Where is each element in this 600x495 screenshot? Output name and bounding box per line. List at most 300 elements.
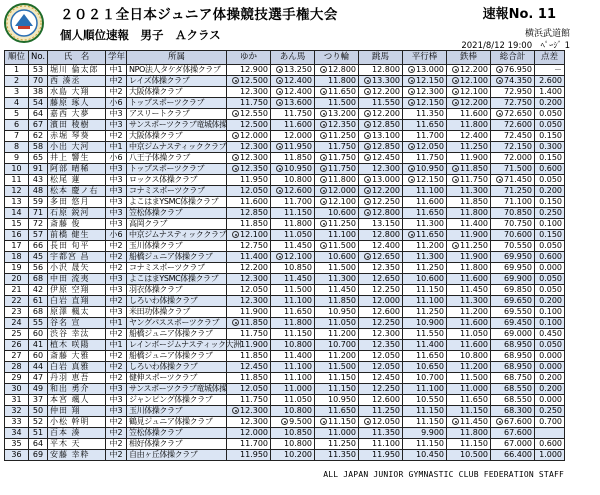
- name-cell: [48, 373, 106, 384]
- score-cell: [271, 285, 315, 296]
- name-cell: [48, 285, 106, 296]
- score-cell: [359, 340, 403, 351]
- score-cell: [447, 406, 491, 417]
- report-datetime: 2021/8/12 19:00 ﾍﾟｰｼﾞ 1: [461, 41, 570, 51]
- club-cell-text: 玉川体操クラブ: [129, 406, 183, 415]
- score-cell-text: 11.100: [284, 373, 312, 382]
- score-cell-text: 11.750: [416, 153, 444, 162]
- diff-cell: [535, 76, 565, 87]
- rank-cell: [5, 65, 29, 76]
- rank-cell: [5, 208, 29, 219]
- score-cell: [271, 98, 315, 109]
- number-cell: [29, 406, 48, 417]
- grade-cell-text: 中3: [109, 307, 123, 316]
- name-cell: [48, 98, 106, 109]
- rank-cell: [5, 439, 29, 450]
- club-cell: [127, 219, 227, 230]
- double-circle-mark-icon: [408, 77, 415, 84]
- score-cell-text: 11.700: [416, 131, 444, 140]
- score-cell: [403, 153, 447, 164]
- grade-cell: [106, 373, 127, 384]
- club-cell: [127, 208, 227, 219]
- number-cell: [29, 87, 48, 98]
- diff-cell: [535, 384, 565, 395]
- score-cell-text: 12.900: [240, 65, 268, 74]
- score-cell-text: 11.250: [416, 307, 444, 316]
- score-cell-text: 13.600: [284, 98, 312, 107]
- name-cell-text: 平木 天: [50, 439, 81, 448]
- score-cell: [271, 351, 315, 362]
- table-row: [5, 395, 565, 406]
- table-row: [5, 208, 565, 219]
- total-cell-text: 74.350: [504, 76, 532, 85]
- table-row: [5, 109, 565, 120]
- score-cell: [447, 285, 491, 296]
- grade-cell: [106, 340, 127, 351]
- rank-cell-text: 25: [11, 329, 22, 338]
- name-cell-text: 安藤 幸粋: [50, 450, 90, 459]
- grade-cell-text: 中1: [109, 318, 123, 327]
- double-circle-mark-icon: [364, 110, 371, 117]
- score-cell-text: 11.350: [416, 109, 444, 118]
- grade-cell-text: 中3: [109, 384, 123, 393]
- score-cell-text: 11.750: [328, 142, 356, 151]
- score-cell-text: 11.350: [372, 428, 400, 437]
- double-circle-mark-icon: [320, 198, 327, 205]
- score-cell: [227, 439, 271, 450]
- score-cell-text: 12.100: [328, 197, 356, 206]
- table-row: [5, 230, 565, 241]
- score-cell-text: 11.950: [284, 142, 312, 151]
- total-cell: [491, 351, 535, 362]
- double-circle-mark-icon: [320, 220, 327, 227]
- score-cell-text: 12.300: [240, 87, 268, 96]
- score-cell-text: 11.250: [416, 263, 444, 272]
- club-cell: [127, 395, 227, 406]
- diff-cell-text: 0.000: [539, 395, 562, 404]
- score-cell-text: 11.150: [460, 439, 488, 448]
- diff-cell: [535, 340, 565, 351]
- club-cell-text: ロックス体操クラブ: [129, 175, 198, 184]
- score-cell-text: 12.100: [284, 252, 312, 261]
- score-cell-text: 11.200: [328, 329, 356, 338]
- grade-cell-text: 小6: [109, 98, 123, 107]
- score-cell-text: 11.950: [372, 450, 400, 459]
- number-cell: [29, 285, 48, 296]
- number-cell: [29, 296, 48, 307]
- score-cell-text: 12.850: [240, 208, 268, 217]
- rank-cell: [5, 197, 29, 208]
- total-cell: [491, 153, 535, 164]
- score-cell: [271, 76, 315, 87]
- score-cell-text: 12.150: [416, 98, 444, 107]
- club-cell-text: ジャンピング体操クラブ: [129, 395, 213, 404]
- score-cell: [447, 219, 491, 230]
- diff-cell-text: 1.000: [539, 450, 562, 459]
- score-cell: [359, 131, 403, 142]
- diff-cell: [535, 406, 565, 417]
- score-cell: [403, 417, 447, 428]
- score-cell-text: 11.150: [416, 406, 444, 415]
- club-cell: [127, 263, 227, 274]
- table-row: [5, 362, 565, 373]
- score-cell-text: 11.250: [328, 439, 356, 448]
- score-cell: [271, 439, 315, 450]
- club-cell-text: 大阪体操クラブ: [129, 131, 183, 140]
- score-cell-text: 12.000: [240, 131, 268, 140]
- score-cell: [227, 252, 271, 263]
- double-circle-mark-icon: [276, 77, 283, 84]
- number-cell: [29, 274, 48, 285]
- name-cell: [48, 340, 106, 351]
- grade-cell-text: 中2: [109, 263, 123, 272]
- grade-cell: [106, 98, 127, 109]
- name-cell: [48, 120, 106, 131]
- score-cell: [315, 65, 359, 76]
- score-cell-text: 11.500: [328, 263, 356, 272]
- score-cell-text: 11.000: [460, 384, 488, 393]
- score-cell: [447, 120, 491, 131]
- rank-cell-text: 2: [13, 76, 20, 85]
- double-circle-mark-icon: [276, 99, 283, 106]
- score-cell-text: 12.200: [460, 98, 488, 107]
- score-cell-text: 11.450: [284, 241, 312, 250]
- number-cell-text: 62: [32, 131, 44, 140]
- diff-cell: [535, 186, 565, 197]
- diff-cell-text: 0.050: [539, 285, 562, 294]
- score-cell: [227, 109, 271, 120]
- name-cell: [48, 428, 106, 439]
- score-cell: [359, 76, 403, 87]
- number-cell-text: 61: [32, 296, 44, 305]
- club-cell: [127, 109, 227, 120]
- double-circle-mark-icon: [364, 143, 371, 150]
- diff-cell: [535, 164, 565, 175]
- club-cell-text: 自由ヶ丘体操クラブ: [129, 450, 198, 459]
- total-cell-text: 69.900: [504, 274, 532, 283]
- score-cell-text: 11.250: [372, 406, 400, 415]
- name-cell: [48, 252, 106, 263]
- score-cell-text: 10.950: [328, 307, 356, 316]
- name-cell: [48, 439, 106, 450]
- score-cell: [315, 274, 359, 285]
- diff-cell-text: －: [554, 65, 562, 74]
- number-cell: [29, 186, 48, 197]
- score-cell: [447, 153, 491, 164]
- diff-cell-text: 0.200: [539, 384, 562, 393]
- score-cell: [447, 186, 491, 197]
- rank-cell: [5, 417, 29, 428]
- grade-cell-text: 中2: [109, 252, 123, 261]
- score-cell: [447, 274, 491, 285]
- score-cell-text: 10.950: [284, 164, 312, 173]
- grade-cell-text: 小6: [109, 230, 123, 239]
- score-cell: [403, 131, 447, 142]
- double-circle-mark-icon: [232, 231, 239, 238]
- total-cell: [491, 362, 535, 373]
- score-cell-text: 12.200: [372, 109, 400, 118]
- score-cell: [359, 186, 403, 197]
- total-cell-text: 70.550: [504, 241, 532, 250]
- number-cell-text: 91: [32, 164, 44, 173]
- diff-cell: [535, 362, 565, 373]
- double-circle-mark-icon: [364, 77, 371, 84]
- double-circle-mark-icon: [496, 176, 503, 183]
- score-cell: [227, 351, 271, 362]
- rank-cell-text: 19: [11, 263, 22, 272]
- double-circle-mark-icon: [276, 187, 283, 194]
- score-cell: [271, 362, 315, 373]
- score-cell: [271, 406, 315, 417]
- club-cell: [127, 87, 227, 98]
- name-cell-text: 原澤 楓太: [50, 307, 90, 316]
- double-circle-mark-icon: [496, 110, 503, 117]
- score-cell: [359, 208, 403, 219]
- number-cell-text: 41: [32, 340, 44, 349]
- grade-cell: [106, 384, 127, 395]
- table-row: [5, 329, 565, 340]
- rank-cell-text: 22: [11, 296, 22, 305]
- score-cell: [359, 219, 403, 230]
- number-cell-text: 48: [32, 186, 44, 195]
- club-cell-text: 羽衣体操クラブ: [129, 285, 183, 294]
- score-cell: [315, 186, 359, 197]
- number-cell-text: 38: [32, 87, 44, 96]
- grade-cell: [106, 296, 127, 307]
- number-cell: [29, 197, 48, 208]
- score-cell: [227, 87, 271, 98]
- diff-cell-text: 0.200: [539, 373, 562, 382]
- score-cell-text: 11.100: [284, 362, 312, 371]
- score-cell-text: 12.450: [372, 373, 400, 382]
- grade-cell: [106, 186, 127, 197]
- rank-cell-text: 11: [11, 175, 22, 184]
- name-cell-text: 白岩 直翔: [50, 296, 90, 305]
- grade-cell: [106, 142, 127, 153]
- name-cell: [48, 175, 106, 186]
- score-cell: [403, 65, 447, 76]
- score-cell-text: 11.150: [416, 285, 444, 294]
- diff-cell: [535, 208, 565, 219]
- score-cell: [403, 428, 447, 439]
- score-cell: [359, 450, 403, 461]
- score-cell-text: 11.250: [460, 241, 488, 250]
- score-cell: [271, 230, 315, 241]
- score-cell-text: 11.150: [416, 417, 444, 426]
- column-header: 総合計: [491, 51, 535, 65]
- name-cell-text: 谷名 宣: [50, 318, 81, 327]
- rank-cell: [5, 329, 29, 340]
- score-cell-text: 12.600: [372, 307, 400, 316]
- table-row: [5, 65, 565, 76]
- double-circle-mark-icon: [232, 132, 239, 139]
- score-cell-text: 12.150: [416, 175, 444, 184]
- rank-cell-text: 30: [11, 384, 22, 393]
- score-cell-text: 12.200: [372, 186, 400, 195]
- score-cell: [359, 120, 403, 131]
- club-cell-text: 中京ジムナスティッククラブ: [129, 230, 227, 239]
- score-cell-text: 12.100: [240, 230, 268, 239]
- club-cell-text: 米田功体操クラブ: [129, 307, 190, 316]
- score-cell-text: 12.300: [240, 153, 268, 162]
- table-row: [5, 351, 565, 362]
- score-cell-text: 11.900: [240, 340, 268, 349]
- score-cell-text: 11.450: [460, 285, 488, 294]
- score-cell: [403, 362, 447, 373]
- score-cell-text: 12.300: [372, 329, 400, 338]
- club-cell-text: レインボージムナスティック大洲: [129, 340, 241, 349]
- name-cell-text: 石原 鋭河: [50, 208, 90, 217]
- score-cell: [403, 285, 447, 296]
- number-cell: [29, 98, 48, 109]
- total-cell-text: 69.450: [504, 318, 532, 327]
- total-cell: [491, 164, 535, 175]
- score-cell: [315, 142, 359, 153]
- score-cell: [447, 340, 491, 351]
- score-cell-text: 11.650: [328, 406, 356, 415]
- club-cell: [127, 384, 227, 395]
- score-cell-text: 11.000: [284, 384, 312, 393]
- score-cell: [447, 450, 491, 461]
- diff-cell: [535, 230, 565, 241]
- total-cell: [491, 87, 535, 98]
- score-cell-text: 12.350: [372, 340, 400, 349]
- score-cell: [227, 373, 271, 384]
- rank-cell-text: 8: [13, 142, 20, 151]
- score-cell-text: 12.450: [372, 153, 400, 162]
- grade-cell-text: 中2: [109, 417, 123, 426]
- score-cell-text: 12.300: [240, 406, 268, 415]
- name-cell-text: 小出 大河: [50, 142, 90, 151]
- score-cell: [359, 417, 403, 428]
- club-cell-text: しろいわ体操クラブ: [129, 362, 198, 371]
- score-cell-text: 11.600: [460, 109, 488, 118]
- club-cell: [127, 318, 227, 329]
- total-cell: [491, 186, 535, 197]
- total-cell-text: 67.600: [504, 428, 532, 437]
- score-cell: [359, 395, 403, 406]
- score-cell: [271, 450, 315, 461]
- double-circle-mark-icon: [232, 77, 239, 84]
- score-cell: [447, 109, 491, 120]
- score-cell: [359, 439, 403, 450]
- score-cell-text: 11.650: [416, 208, 444, 217]
- total-cell: [491, 340, 535, 351]
- club-cell-text: 中京ジムナスティッククラブ: [129, 142, 227, 151]
- number-cell-text: 60: [32, 351, 44, 360]
- table-row: [5, 285, 565, 296]
- double-circle-mark-icon: [496, 66, 503, 73]
- score-cell: [315, 87, 359, 98]
- score-cell-text: 10.550: [416, 395, 444, 404]
- grade-cell: [106, 76, 127, 87]
- total-cell-text: 68.950: [504, 351, 532, 360]
- number-cell: [29, 208, 48, 219]
- number-cell-text: 54: [32, 98, 44, 107]
- score-cell: [447, 351, 491, 362]
- rank-cell-text: 12: [11, 186, 22, 195]
- score-cell-text: 12.050: [372, 351, 400, 360]
- total-cell-text: 72.600: [504, 120, 532, 129]
- score-cell-text: 11.850: [240, 351, 268, 360]
- score-cell-text: 11.800: [460, 263, 488, 272]
- double-circle-mark-icon: [452, 77, 459, 84]
- score-cell-text: 10.850: [284, 428, 312, 437]
- score-cell-text: 12.350: [240, 164, 268, 173]
- table-body: [5, 65, 565, 461]
- total-cell: [491, 120, 535, 131]
- score-cell: [447, 395, 491, 406]
- score-cell: [315, 76, 359, 87]
- score-cell-text: 10.700: [328, 340, 356, 349]
- score-cell: [315, 219, 359, 230]
- score-cell: [359, 329, 403, 340]
- score-cell-text: 9.500: [289, 417, 312, 426]
- score-cell-text: 10.600: [416, 274, 444, 283]
- score-cell: [403, 109, 447, 120]
- total-cell: [491, 230, 535, 241]
- score-cell-text: 11.650: [328, 87, 356, 96]
- diff-cell: [535, 439, 565, 450]
- club-cell-text: コナミスポーツクラブ: [129, 186, 205, 195]
- diff-cell-text: 0.600: [539, 164, 562, 173]
- total-cell: [491, 142, 535, 153]
- score-cell: [403, 219, 447, 230]
- grade-cell: [106, 439, 127, 450]
- grade-cell-text: 中2: [109, 362, 123, 371]
- score-cell: [271, 395, 315, 406]
- total-cell: [491, 131, 535, 142]
- score-cell: [447, 197, 491, 208]
- column-header: ゆか: [227, 51, 271, 65]
- number-cell: [29, 142, 48, 153]
- score-cell-text: 11.400: [240, 252, 268, 261]
- number-cell: [29, 384, 48, 395]
- rank-cell: [5, 87, 29, 98]
- double-circle-mark-icon: [408, 88, 415, 95]
- score-cell: [403, 329, 447, 340]
- score-cell-text: 12.000: [240, 428, 268, 437]
- score-cell-text: 11.750: [240, 98, 268, 107]
- number-cell-text: 68: [32, 307, 44, 316]
- score-cell: [227, 263, 271, 274]
- table-row: [5, 219, 565, 230]
- score-cell: [359, 65, 403, 76]
- score-cell-text: 11.600: [460, 274, 488, 283]
- score-cell-text: 10.800: [284, 340, 312, 349]
- rank-cell-text: 9: [13, 153, 20, 162]
- score-cell-text: 11.100: [372, 439, 400, 448]
- club-cell-text: 鶴見ジュニア体操クラブ: [129, 417, 213, 426]
- club-cell: [127, 373, 227, 384]
- score-cell-text: 12.300: [240, 142, 268, 151]
- rank-cell: [5, 450, 29, 461]
- score-cell: [271, 274, 315, 285]
- score-cell: [315, 307, 359, 318]
- diff-cell: [535, 120, 565, 131]
- score-cell-text: 10.900: [416, 318, 444, 327]
- score-cell-text: 10.500: [460, 450, 488, 459]
- double-circle-mark-icon: [232, 165, 239, 172]
- name-cell-text: 阿部 晴稀: [50, 164, 90, 173]
- double-circle-mark-icon: [452, 99, 459, 106]
- grade-cell-text: 中3: [109, 175, 123, 184]
- column-header: 鉄棒: [447, 51, 491, 65]
- score-cell-text: 11.950: [240, 175, 268, 184]
- score-cell-text: 11.800: [460, 208, 488, 217]
- score-cell-text: 11.850: [460, 197, 488, 206]
- score-cell: [359, 230, 403, 241]
